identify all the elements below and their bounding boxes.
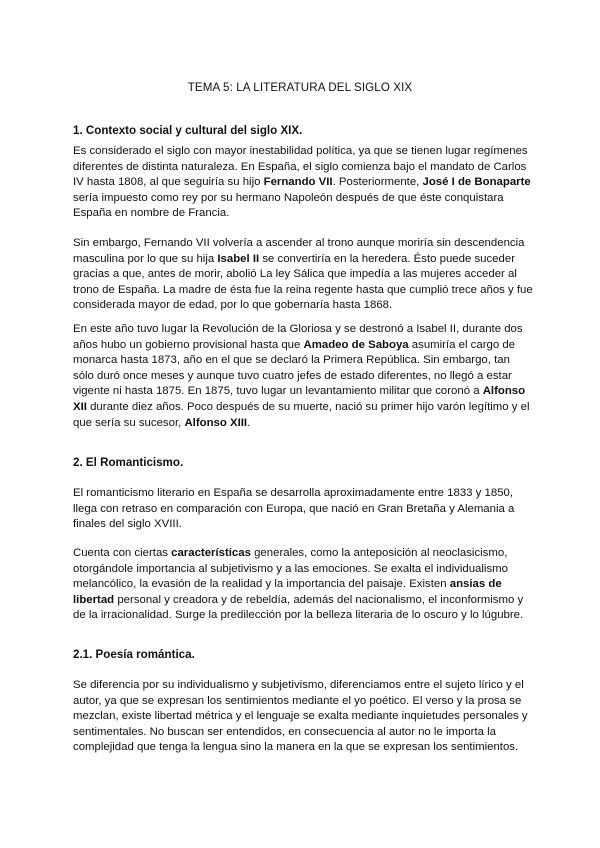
bold-text-isabel-ii: Isabel II bbox=[217, 252, 260, 265]
section-1-paragraph-2 bbox=[73, 236, 533, 314]
text-run: se convertiría en la heredera. Ésto puede suceder gracias a que, antes de morir, abolió La ley Sálica que impedía a las mujeres acceder al trono de España. La madre de ésta fue la reina regente hasta que cumplió trece años y fue considerada mayor de edad, por lo que gobernaría hasta 1868. bbox=[73, 252, 533, 312]
text-run: El romanticismo literario en España se desarrolla aproximadamente entre 1833 y 1850, llega con retraso en comparación con Europa, que nació en Gran Bretaña y Alemania a finales del siglo XVIII. bbox=[73, 487, 515, 531]
text-run: personal y creadora y de rebeldía, además del nacionalismo, el inconformismo y de la irracionalidad. Surge la predilección por la belleza literaria de lo oscuro y lo lúgubre. bbox=[73, 593, 524, 622]
section-1-paragraph-3 bbox=[73, 322, 533, 431]
text-run: . bbox=[247, 416, 251, 429]
bold-text-alfonso-xiii: Alfonso XIII bbox=[184, 416, 248, 429]
text-run: Sin embargo, Fernando VII volvería a ascender al trono aunque moriría sin descendencia masculina por lo que su hija bbox=[73, 237, 525, 265]
bold-text-ansias-de-libertad: ansias de libertad bbox=[73, 578, 502, 606]
section-2-1-paragraph-1 bbox=[73, 678, 533, 756]
section-2-paragraph-1 bbox=[73, 486, 533, 533]
text-run: En este año tuvo lugar la Revolución de la Gloriosa y se destronó a Isabel II, durante dos años hubo un gobierno provisional hasta que bbox=[73, 323, 523, 351]
bold-text-jose-i: José I de Bonaparte bbox=[422, 176, 531, 189]
text-run: Es considerado el siglo con mayor inestabilidad política, ya que se tienen lugar regímenes diferentes de distinta naturaleza. En España, el siglo comienza bajo el mandato de Carlos IV hasta 1808, al que seguiría su hijo bbox=[73, 145, 528, 189]
section-1-paragraph-1 bbox=[73, 144, 533, 222]
text-run: . Posteriormente, bbox=[332, 176, 423, 189]
section-1-heading: 1. Contexto social y cultural del siglo XIX. bbox=[73, 124, 303, 137]
text-run: Se diferencia por su individualismo y subjetivismo, diferenciamos entre el sujeto lírico y el autor, ya que se expresan los sentimientos mediante el yo poético. El verso y la prosa se mezclan, existe libertad métrica y el lenguaje se exalta mediante inquietudes personales y sentimentales. No buscan ser entendidos, en consecuencia al autor no le importa la complejidad que tenga la lengua sino la manera en la que se expresan los sentimientos. bbox=[73, 679, 528, 754]
text-run: asumiría el cargo de monarca hasta 1873, año en el que se declaró la Primera República. Sin embargo, tan sólo duró once meses y aunque tuvo cuatro jefes de estado diferentes, no llegó a estar vigente ni hasta 1875. En 1875, tuvo lugar un levantamiento militar que coronó a bbox=[73, 338, 515, 398]
page-title: TEMA 5: LA LITERATURA DEL SIGLO XIX bbox=[187, 81, 413, 94]
section-2-heading: 2. El Romanticismo. bbox=[73, 456, 184, 469]
bold-text-amadeo: Amadeo de Saboya bbox=[303, 338, 409, 351]
text-run: generales, como la anteposición al neoclasicismo, otorgándole importancia al subjetivismo y a las emociones. Se exalta el individualismo melancólico, la evasión de la realidad y la importancia del paisaje. Existen bbox=[73, 547, 508, 591]
bold-text-caracteristicas: características bbox=[171, 547, 251, 559]
text-run: durante diez años. Poco después de su muerte, nació su primer hijo varón legítimo y el que sería su sucesor, bbox=[73, 400, 530, 429]
section-2-paragraph-2 bbox=[73, 546, 533, 624]
section-2-1-heading: 2.1. Poesía romántica. bbox=[73, 648, 195, 661]
bold-text-fernando-vii: Fernando VII bbox=[263, 176, 333, 189]
bold-text-alfonso-xii: Alfonso XII bbox=[73, 385, 526, 413]
text-run: sería impuesto como rey por su hermano Napoleón después de que éste conquistara España en nombre de Francia. bbox=[73, 191, 504, 220]
text-run: Cuenta con ciertas bbox=[73, 547, 172, 559]
